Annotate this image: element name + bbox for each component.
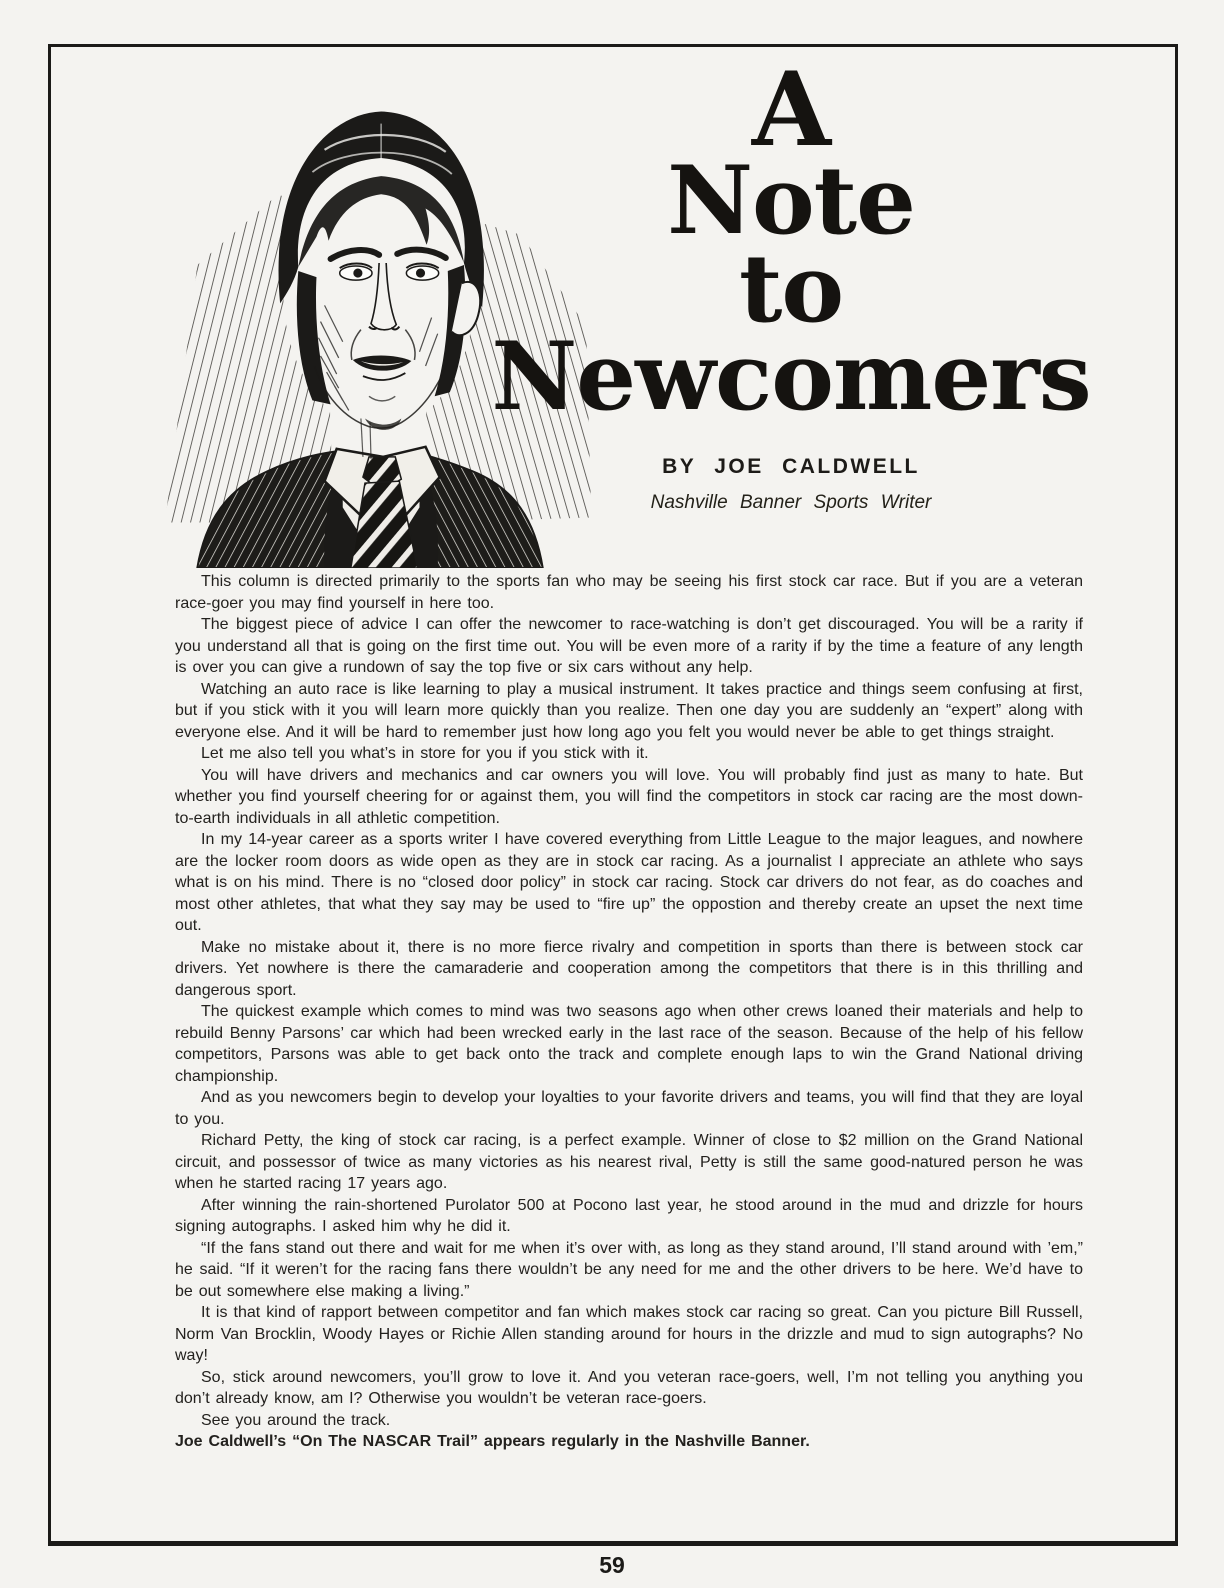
title-line-3: to: [738, 234, 844, 344]
title-line-1: A: [751, 50, 831, 170]
article-paragraph: It is that kind of rapport between competitor and fan which makes stock car racing so great. Can you picture Bill Russell, Norm Van Brocklin, Woody Hayes or Richie Allen standing around for hours in the drizzle and mud to sign autographs? No way!: [175, 1304, 1083, 1364]
article-paragraph: Richard Petty, the king of stock car racing, is a perfect example. Winner of close to $2 million on the Grand National circuit, and possessor of twice as many victories as his nearest rival, Petty is still the same good-natured person he was when he started racing 17 years ago.: [175, 1132, 1083, 1192]
article-paragraph: Watching an auto race is like learning to play a musical instrument. It takes practice and things seem confusing at first, but if you stick with it you will learn more quickly than you realize. Then one day you are suddenly an “expert” along with everyone else. And it will be hard to remember just how long ago you felt you would never be able to get things straight.: [175, 680, 1083, 741]
article-paragraph: See you around the track.: [201, 1411, 391, 1429]
footer-note: Joe Caldwell’s “On The NASCAR Trail” appears regularly in the Nashville Banner.: [175, 1433, 810, 1450]
byline-role: Nashville Banner Sports Writer: [650, 492, 932, 513]
article-body: [175, 571, 1083, 1453]
article-paragraph: You will have drivers and mechanics and car owners you will love. You will probably find just as many to hate. But whether you find yourself cheering for or against them, you will find the competitors in stock car racing are the most down-to-earth individuals in all athletic competition.: [175, 766, 1083, 827]
page-number: 59: [599, 1552, 625, 1578]
title-line-4: Newcomers: [491, 322, 1091, 432]
article-title: [451, 50, 1131, 432]
article-paragraph: The biggest piece of advice I can offer the newcomer to race-watching is don’t get discouraged. You will be a rarity if you understand all that is going on the first time out. You will be even more of a rarity if by the time a feature of any length is over you can give a rundown of say the top five or six cars without any help.: [175, 616, 1083, 676]
page-border-frame: [48, 44, 1178, 1546]
article-paragraph: After winning the rain-shortened Purolator 500 at Pocono last year, he stood around in the mud and drizzle for hours signing autographs. I asked him why he did it.: [175, 1196, 1083, 1235]
article-paragraph: In my 14-year career as a sports writer I have covered everything from Little League to the major leagues, and nowhere are the locker room doors as wide open as they are in stock car racing. As a journalist I appreciate an athlete who says what is on his mind. There is no “closed door policy” in stock car racing. Stock car drivers do not fear, as do coaches and most other athletes, that what they say may be used to “fire up” the oppostion and thereby create an upset the next time out.: [175, 831, 1083, 934]
article-paragraph: This column is directed primarily to the sports fan who may be seeing his first stock car race. But if you are a veteran race-goer you may find yourself in here too.: [175, 573, 1083, 612]
byline: BY JOE CALDWELL: [662, 455, 920, 478]
article-paragraph: And as you newcomers begin to develop your loyalties to your favorite drivers and teams, you will find that they are loyal to you.: [175, 1089, 1083, 1128]
article-paragraph: “If the fans stand out there and wait for me when it’s over with, as long as they stand around, I’ll stand around with ’em,” he said. “If it weren’t for the racing fans there wouldn’t be any need for me and the other drivers to be here. We’d have to be out somewhere else making a living.”: [175, 1239, 1083, 1300]
article-paragraph: Let me also tell you what’s in store for you if you stick with it.: [201, 745, 649, 762]
article-paragraphs: [175, 571, 1083, 1431]
article-paragraph: Make no mistake about it, there is no more fierce rivalry and competition in sports than there is between stock car drivers. Yet nowhere is there the camaraderie and cooperation among the competitors that there is in this thrilling and dangerous sport.: [175, 938, 1083, 999]
article-paragraph: So, stick around newcomers, you’ll grow to love it. And you veteran race-goers, well, I’m not telling you anything you don’t already know, am I? Otherwise you wouldn’t be veteran race-goers.: [175, 1368, 1083, 1407]
article-paragraph: The quickest example which comes to mind was two seasons ago when other crews loaned their materials and help to rebuild Benny Parsons’ car which had been wrecked early in the last race of the season. Because of the help of his fellow competitors, Parsons was able to get back onto the track and complete enough laps to win the Grand National driving championship.: [175, 1003, 1083, 1085]
title-line-2: Note: [667, 146, 915, 256]
article-title-block: [451, 50, 1131, 514]
